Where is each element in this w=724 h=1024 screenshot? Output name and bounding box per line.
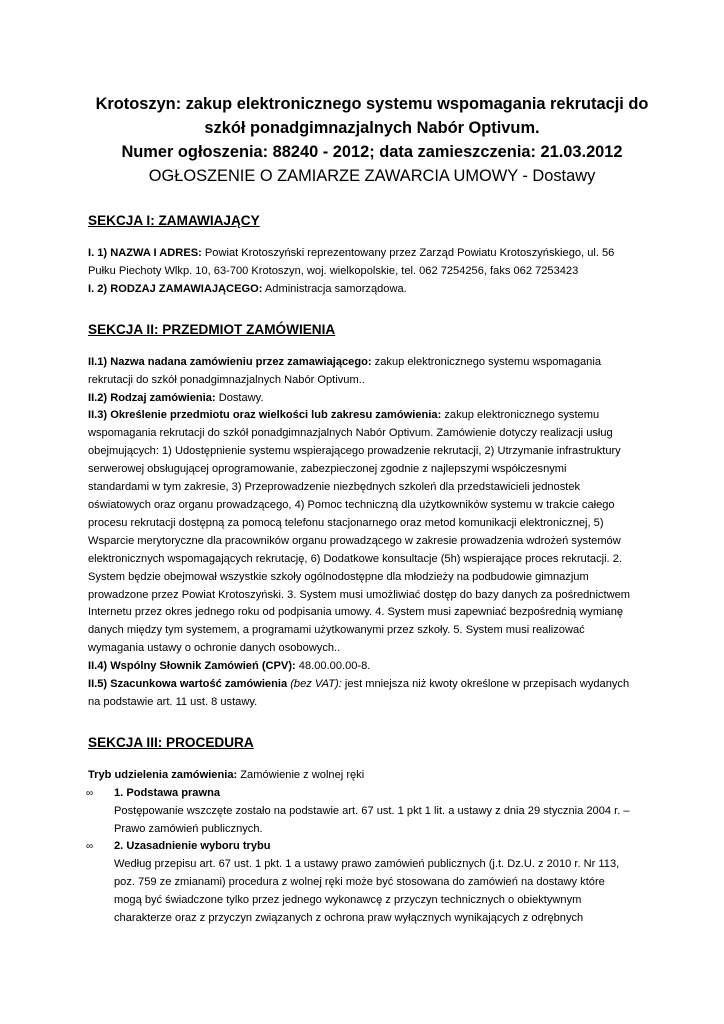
- authority-type-value: Administracja samorządowa.: [262, 282, 407, 295]
- section-3-heading: SEKCJA III: PROCEDURA: [88, 734, 254, 750]
- scope-line-0: zakup elektronicznego systemu: [441, 409, 600, 422]
- title-line-1: Krotoszyn: zakup elektronicznego systemu wspomagania rekrutacji do: [95, 95, 649, 113]
- title-line-2: szkół ponadgimnazjalnych Nabór Optivum.: [204, 119, 540, 137]
- scope-line: System będzie obejmował wszystkie szkoły ogólnodostępne dla młodzieży na podbudowie gimnazjum: [88, 570, 589, 583]
- estimated-value-vat-note: (bez VAT):: [287, 678, 342, 691]
- award-mode: [88, 767, 684, 785]
- scope-line: wymagania ustawy o ochronie danych osobowych..: [88, 642, 341, 655]
- bullet-icon: ∞: [86, 841, 94, 853]
- cpv-code: [88, 658, 684, 676]
- scope-first-line: [88, 407, 684, 425]
- award-mode-label: Tryb udzielenia zamówienia:: [88, 768, 238, 781]
- list-item: [88, 838, 724, 928]
- list-item: [88, 785, 724, 839]
- contract-name-line-1: zakup elektronicznego systemu wspomagania: [371, 355, 601, 368]
- scope-line: danych między tym systemem, a programami użytkowanymi przez szkoły. 5. System musi realizować: [88, 624, 585, 637]
- address-label: I. 1) NAZWA I ADRES:: [88, 247, 202, 259]
- contract-type-label: II.2) Rodzaj zamówienia:: [88, 391, 216, 404]
- address-line-1: Powiat Krotoszyński reprezentowany przez Zarząd Powiatu Krotoszyńskiego, ul. 56: [201, 247, 615, 259]
- scope-line: Wsparcie merytoryczne dla pracowników organu prowadzącego w zakresie prowadzenia wdrożeń systemów: [88, 534, 621, 547]
- legal-basis-line: Prawo zamówień publicznych.: [114, 822, 263, 835]
- scope-line: serwerowej obsługującej oprogramowanie, zabezpieczonej zgodnie z najlepszymi współczesnymi: [88, 463, 567, 476]
- procedure-list: [88, 785, 724, 928]
- estimated-value: [88, 676, 684, 694]
- section-2-heading: SEKCJA II: PRZEDMIOT ZAMÓWIENIA: [88, 321, 336, 337]
- document-title: [82, 92, 662, 188]
- award-mode-value: Zamówienie z wolnej ręki: [237, 768, 365, 781]
- scope-line: Internetu przez okres jednego roku od podpisania umowy. 4. System musi zapewniać bezpośrednią wymianę: [88, 606, 624, 619]
- contract-type-value: Dostawy.: [215, 391, 264, 404]
- justification-line: poz. 759 ze zmianami) procedura z wolnej ręki może być stosowana do zamówień na dostawy które: [114, 876, 605, 889]
- notice-type: OGŁOSZENIE O ZAMIARZE ZAWARCIA UMOWY - Dostawy: [148, 167, 596, 185]
- authority-type-label: I. 2) RODZAJ ZAMAWIAJĄCEGO:: [88, 282, 263, 295]
- scope-line: procesu rekrutacji dostępną za pomocą telefonu stacjonarnego oraz metod komunikacji elektronicznej, 5): [88, 516, 604, 529]
- legal-basis-title: 1. Podstawa prawna: [114, 786, 221, 799]
- justification-line: Według przepisu art. 67 ust. 1 pkt. 1 a ustawy prawo zamówień publicznych (j.t. Dz.U. z 2010 r. Nr 113,: [114, 858, 620, 871]
- estimated-value-line-2: na podstawie art. 11 ust. 8 ustawy.: [88, 695, 258, 708]
- estimated-value-label: II.5) Szacunkowa wartość zamówienia: [88, 678, 288, 691]
- section-2-body: [88, 354, 724, 712]
- scope-line: standardami w tym zakresie, 3) Przeprowadzenie niezbędnych szkoleń dla przedstawicieli jednostek: [88, 481, 581, 494]
- cpv-value: 48.00.00.00-8.: [295, 660, 371, 673]
- address-line-2: Pułku Piechoty Wlkp. 10, 63-700 Krotoszyn, woj. wielkopolskie, tel. 062 7254256, faks 062 7253423: [88, 264, 579, 277]
- justification-title: 2. Uzasadnienie wyboru trybu: [114, 840, 271, 853]
- justification-line: mogą być świadczone tylko przez jednego wykonawcę z przyczyn technicznych o obiektywnym: [114, 894, 582, 907]
- contracting-authority-address: [88, 245, 684, 263]
- scope-line: elektronicznych wspomagających rekrutację, 6) Dodatkowe konsultacje (5h) wspierające proces rekrutacji. 2.: [88, 552, 622, 565]
- scope-label: II.3) Określenie przedmiotu oraz wielkości lub zakresu zamówienia:: [88, 409, 442, 422]
- title-line-3: Numer ogłoszenia: 88240 - 2012; data zamieszczenia: 21.03.2012: [121, 143, 623, 161]
- bullet-icon: ∞: [86, 787, 94, 799]
- contract-name: [88, 354, 684, 372]
- section-1-body: [88, 245, 724, 299]
- scope-line: wspomagania rekrutacji do szkół ponadgimnazjalnych Nabór Optivum. Zamówienie dotyczy realizacji usług: [88, 427, 613, 440]
- cpv-label: II.4) Wspólny Słownik Zamówień (CPV):: [88, 660, 296, 673]
- scope-line: obejmujących: 1) Udostępnienie systemu wspierającego prowadzenie rekrutacji, 2) Utrzymanie infrastruktury: [88, 445, 621, 458]
- estimated-value-line-1: jest mniejsza niż kwoty określone w przepisach wydanych: [341, 678, 630, 691]
- scope-line: oświatowych oraz organu prowadzącego, 4) Pomoc techniczną dla użytkowników systemu w trakcie całego: [88, 498, 615, 511]
- contract-name-line-2: rekrutacji do szkół ponadgimnazjalnych Nabór Optivum..: [88, 373, 365, 386]
- section-1-heading: SEKCJA I: ZAMAWIAJĄCY: [88, 213, 260, 228]
- contract-type: [88, 390, 684, 408]
- authority-type: [88, 281, 684, 299]
- justification-line: charakterze oraz z przyczyn związanych z ochrona praw wyłącznych wynikających z odrębnych: [114, 912, 584, 925]
- legal-basis-line: Postępowanie wszczęte zostało na podstawie art. 67 ust. 1 pkt 1 lit. a ustawy z dnia 29 stycznia 2004 r. –: [114, 804, 630, 817]
- scope-line: prowadzone przez Powiat Krotoszyński. 3. System musi umożliwiać dostęp do bazy danych za pośrednictwem: [88, 588, 630, 601]
- contract-name-label: II.1) Nazwa nadana zamówieniu przez zamawiającego:: [88, 355, 372, 368]
- section-3-body: [88, 767, 724, 928]
